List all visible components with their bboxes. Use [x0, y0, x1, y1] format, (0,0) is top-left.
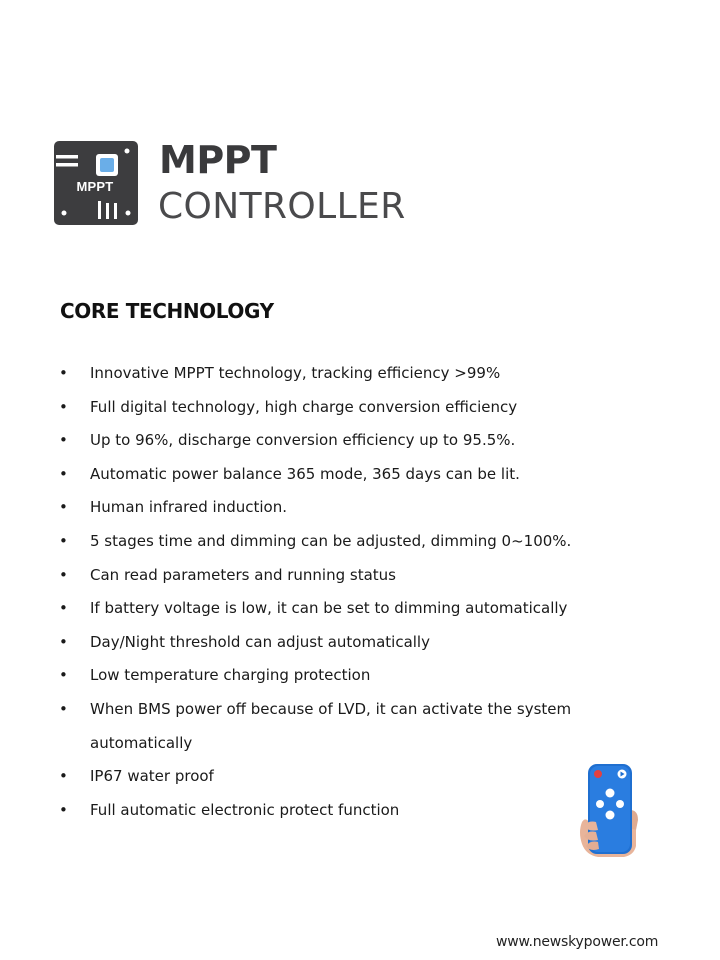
website-url: www.newskypower.com: [496, 934, 659, 950]
list-item: [0, 357, 640, 391]
bullet: •: [59, 632, 68, 651]
bullet: •: [59, 599, 68, 618]
feature-text: Up to 96%, discharge conversion efficiency up to 95.5%.: [90, 431, 516, 450]
feature-text: Automatic power balance 365 mode, 365 days can be lit.: [90, 464, 520, 483]
section-heading: CORE TECHNOLOGY: [60, 299, 274, 323]
bullet: •: [59, 767, 68, 786]
feature-text: Day/Night threshold can adjust automatically: [90, 632, 430, 651]
bullet: •: [59, 364, 68, 382]
feature-text: 5 stages time and dimming can be adjusted, dimming 0~100%.: [90, 531, 572, 550]
bullet: •: [59, 666, 68, 685]
feature-list: [0, 357, 640, 827]
bullet: •: [59, 464, 68, 483]
list-item: [0, 592, 640, 626]
bullet: •: [59, 531, 68, 550]
list-item: [0, 424, 640, 458]
bullet: •: [59, 699, 68, 718]
feature-text: Human infrared induction.: [90, 498, 287, 517]
list-item: [0, 525, 640, 559]
feature-text: When BMS power off because of LVD, it can activate the system automatically: [90, 699, 572, 752]
list-item: [0, 391, 640, 425]
remote-control-image: [574, 760, 644, 860]
page-title-line2: CONTROLLER: [158, 186, 406, 227]
feature-text: Innovative MPPT technology, tracking efficiency >99%: [90, 364, 501, 382]
bullet: •: [59, 498, 68, 517]
page-title-line1: MPPT: [159, 138, 277, 182]
bullet: •: [59, 800, 68, 819]
bullet: •: [59, 431, 68, 450]
bullet: •: [59, 565, 68, 584]
feature-text: Full digital technology, high charge conversion efficiency: [90, 397, 518, 416]
remote-control-icon: [574, 760, 644, 860]
mppt-chip-logo: [54, 141, 138, 225]
feature-text: Can read parameters and running status: [90, 565, 396, 584]
list-item: [0, 659, 640, 693]
list-item: [0, 760, 640, 794]
list-item: [0, 491, 640, 525]
list-item: [0, 626, 640, 660]
feature-text: Full automatic electronic protect function: [90, 800, 400, 819]
list-item: [0, 559, 640, 593]
bullet: •: [59, 397, 68, 416]
chip-label: MPPT: [76, 179, 114, 194]
list-item: [0, 693, 590, 760]
feature-text: IP67 water proof: [90, 767, 214, 786]
list-item: [0, 794, 640, 828]
feature-text: Low temperature charging protection: [90, 666, 371, 685]
list-item: [0, 458, 640, 492]
feature-text: If battery voltage is low, it can be set to dimming automatically: [90, 599, 568, 618]
